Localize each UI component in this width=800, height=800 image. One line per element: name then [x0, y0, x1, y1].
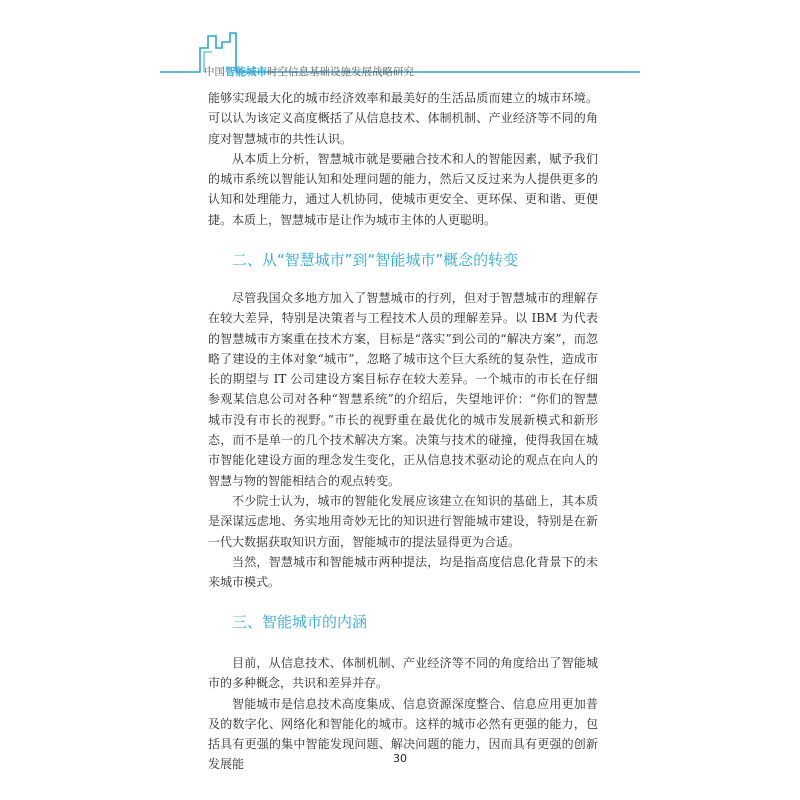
paragraph: 当然，智慧城市和智能城市两种提法，均是指高度信息化背景下的未来城市模式。	[208, 554, 598, 590]
intro-block	[208, 88, 598, 230]
section-2-body	[208, 288, 598, 592]
paragraph: 能够实现最大化的城市经济效率和最美好的生活品质而建立的城市环境。可以认为该定义高度概括了从信息技术、体制机制、产业经济等不同的角度对智慧城市的共性认识。	[208, 91, 598, 146]
header-title-highlight: 智能城市	[225, 66, 267, 78]
paragraph: 不少院士认为，城市的智能化发展应该建立在知识的基础上，其本质是深谋远虑地、务实地用奇妙无比的知识进行智能城市建设，特别是在新一代大数据获取知识方面，智能城市的提法显得更为合适。	[208, 493, 598, 549]
running-header	[160, 30, 640, 80]
header-title-prefix: 中国	[204, 66, 225, 78]
paragraph: 目前，从信息技术、体制机制、产业经济等不同的角度给出了智能城市的多种概念，共识和差异并存。	[208, 656, 598, 691]
page-number: 30	[393, 752, 407, 765]
paragraph: 智能城市是信息技术高度集成、信息资源深度整合、信息应用更加普及的数字化、网络化和智能化的城市。这样的城市必然有更强的能力，包括具有更强的集中智能发现问题、解决问题的能力，因而具有更强的创新发展能	[208, 696, 598, 772]
section-heading-3: 三、智能城市的内涵	[232, 613, 368, 631]
section-heading-2: 二、从“智慧城市”到“智能城市”概念的转变	[232, 251, 519, 269]
paragraph: 尽管我国众多地方加入了智慧城市的行列，但对于智慧城市的理解存在较大差异，特别是决策者与工程技术人员的理解差异。以 IBM 为代表的智慧城市方案重在技术方案，目标是“落实”到公司的“解决方案”，而忽略了建设的主体对象“城市”，忽略了城市这个巨大系统的复杂性，造成市长的期望与 IT 公司建设方案目标存在较大差异。一个城市的市长在仔细参观某信息公司对各种“智慧系统”的介绍后，失望地评价：“你们的智慧城市没有市长的视野。”市长的视野重在最优化的城市发展新模式和新形态，而不是单一的几个技术解决方案。决策与技术的碰撞，使得我国在城市智能化建设方面的理念发生变化，正从信息技术驱动论的观点在向人的智慧与物的智能相结合的观点转变。	[208, 291, 598, 488]
header-title-suffix: 时空信息基础设施发展战略研究	[267, 66, 414, 78]
header-title	[204, 64, 414, 79]
paragraph: 从本质上分析，智慧城市就是要融合技术和人的智能因素，赋予我们的城市系统以智能认知和处理问题的能力，然后又反过来为人提供更多的认知和处理能力，通过人机协同，使城市更安全、更环保、更和谐、更便捷。本质上，智慧城市是让作为城市主体的人更聪明。	[208, 151, 598, 227]
